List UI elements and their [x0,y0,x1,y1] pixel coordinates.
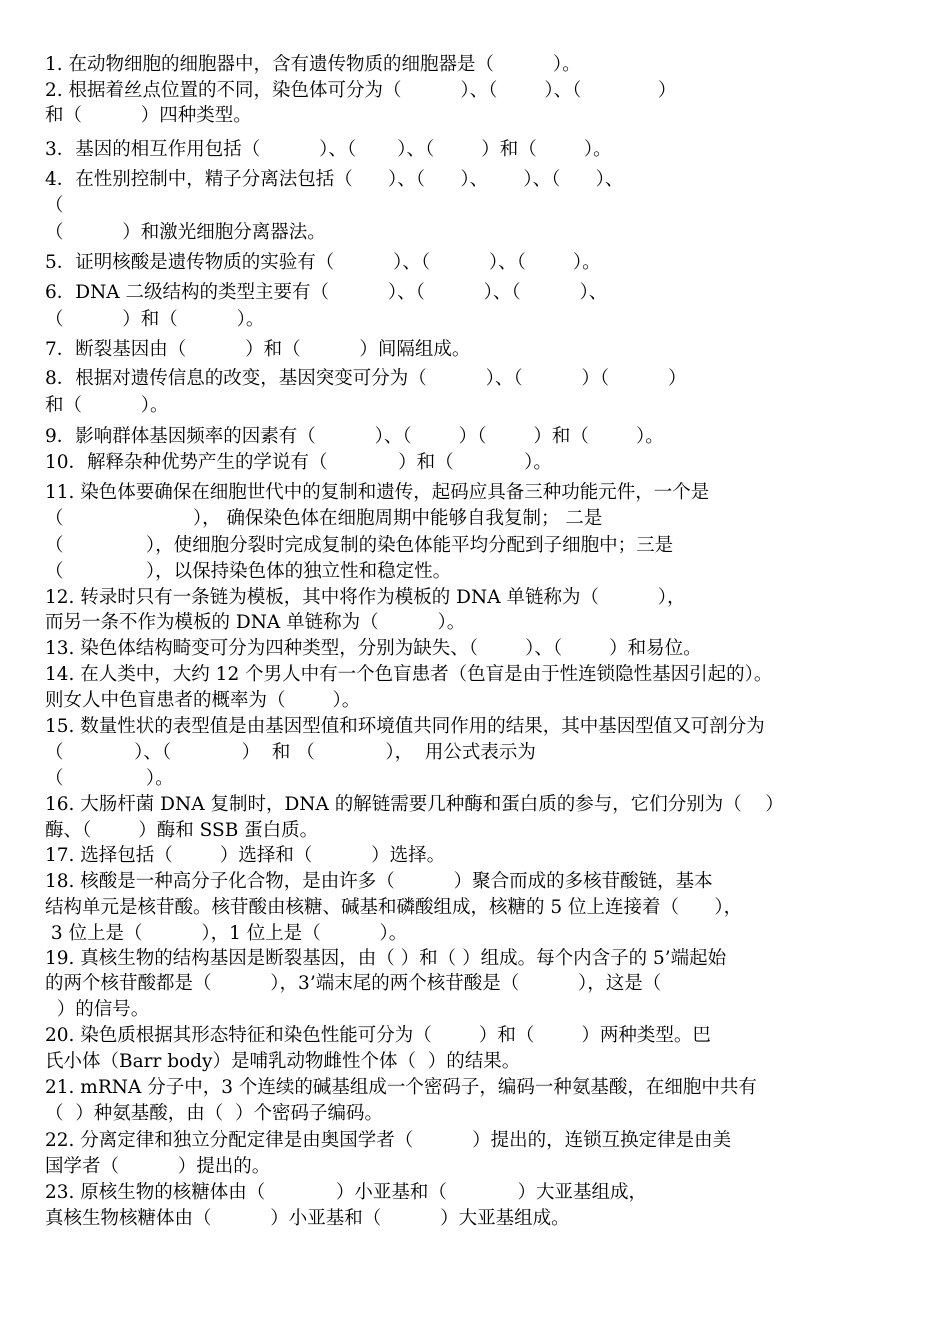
text-line: 而另一条不作为模板的 DNA 单链称为（ ）。 [45,612,466,633]
text-line: （ ）和激光细胞分离器法。 [45,222,326,243]
text-line: 21. mRNA 分子中，3 个连续的碱基组成一个密码子，编码一种氨基酸，在细胞中共有 [45,1077,757,1098]
text-line: 12. 转录时只有一条链为模板，其中将作为模板的 DNA 单链称为（ ）， [45,587,686,608]
text-line: 酶、（ ）酶和 SSB 蛋白质。 [45,820,319,841]
text-line: 22. 分离定律和独立分配定律是由奥国学者（ ）提出的，连锁互换定律是由美 [45,1130,732,1151]
text-line: 6．DNA 二级结构的类型主要有（ ）、（ ）、（ ）、 [45,282,608,303]
text-line: 15. 数量性状的表型值是由基因型值和环境值共同作用的结果，其中基因型值又可剖分为 [45,716,765,737]
text-line: （ [45,195,64,216]
text-line: （ ）。 [45,768,174,789]
text-line: 16. 大肠杆菌 DNA 复制时，DNA 的解链需要几种酶和蛋白质的参与，它们分别为（ ） [45,794,784,815]
text-line: ）的信号。 [45,999,150,1020]
text-line: 则女人中色盲患者的概率为（ ）。 [45,690,361,711]
text-line: 真核生物核糖体由（ ）小亚基和（ ）大亚基组成。 [45,1208,570,1229]
text-line: （ ）、（ ） 和 （ ）， 用公式表示为 [45,742,536,763]
text-line: （ ）， 确保染色体在细胞周期中能够自我复制； 二是 [45,508,603,529]
text-line: 结构单元是核苷酸。核苷酸由核糖、碱基和磷酸组成，核糖的 5 位上连接着（ ）， [45,897,743,918]
text-line: 13. 染色体结构畸变可分为四种类型，分别为缺失、（ ）、（ ）和易位。 [45,638,702,659]
text-line: 和（ ）。 [45,395,169,416]
text-line: 的两个核苷酸都是（ ），3’端末尾的两个核苷酸是（ ），这是（ [45,973,662,994]
text-line: 14. 在人类中，大约 12 个男人中有一个色盲患者（色盲是由于性连锁隐性基因引起的）。 [45,664,773,685]
text-line: 8．根据对遗传信息的改变，基因突变可分为（ ）、（ ）（ ） [45,368,687,389]
text-line: 1. 在动物细胞的细胞器中，含有遗传物质的细胞器是（ ）。 [45,54,581,75]
text-line: 11. 染色体要确保在细胞世代中的复制和遗传，起码应具备三种功能元件，一个是 [45,482,710,503]
text-line: 3 位上是（ ），1 位上是（ ）。 [45,923,408,944]
text-line: 9．影响群体基因频率的因素有（ ）、（ ）（ ）和（ ）。 [45,426,664,447]
text-line: 23. 原核生物的核糖体由（ ）小亚基和（ ）大亚基组成， [45,1182,647,1203]
text-line: 氏小体（Barr body）是哺乳动物雌性个体（ ）的结果。 [45,1051,521,1072]
text-line: 18. 核酸是一种高分子化合物，是由许多（ ）聚合而成的多核苷酸链，基本 [45,871,713,892]
text-line: 和（ ）四种类型。 [45,105,252,126]
text-line: 7．断裂基因由（ ）和（ ）间隔组成。 [45,339,471,360]
text-line: 4．在性别控制中，精子分离法包括（ ）、（ ）、 ）、（ ）、 [45,169,624,190]
text-line: 5．证明核酸是遗传物质的实验有（ ）、（ ）、（ ）。 [45,252,601,273]
text-line: 3．基因的相互作用包括（ ）、（ ）、（ ）和（ ）。 [45,139,612,160]
text-line: 国学者（ ）提出的。 [45,1156,271,1177]
text-line: 19. 真核生物的结构基因是断裂基因，由（ ）和（ ）组成。每个内含子的 5’端起始 [45,948,727,969]
text-line: （ ），以保持染色体的独立性和稳定性。 [45,561,452,582]
text-line: 20. 染色质根据其形态特征和染色性能可分为（ ）和（ ）两种类型。巴 [45,1025,711,1046]
text-line: 17. 选择包括（ ）选择和（ ）选择。 [45,845,446,866]
text-line: （ ）和（ ）。 [45,309,265,330]
text-line: 10．解释杂种优势产生的学说有（ ）和（ ）。 [45,452,552,473]
text-line: （ ）种氨基酸，由（ ）个密码子编码。 [45,1103,384,1124]
text-line: （ ），使细胞分裂时完成复制的染色体能平均分配到子细胞中；三是 [45,535,674,556]
text-line: 2. 根据着丝点位置的不同，染色体可分为（ ）、（ ）、（ ） [45,80,677,101]
